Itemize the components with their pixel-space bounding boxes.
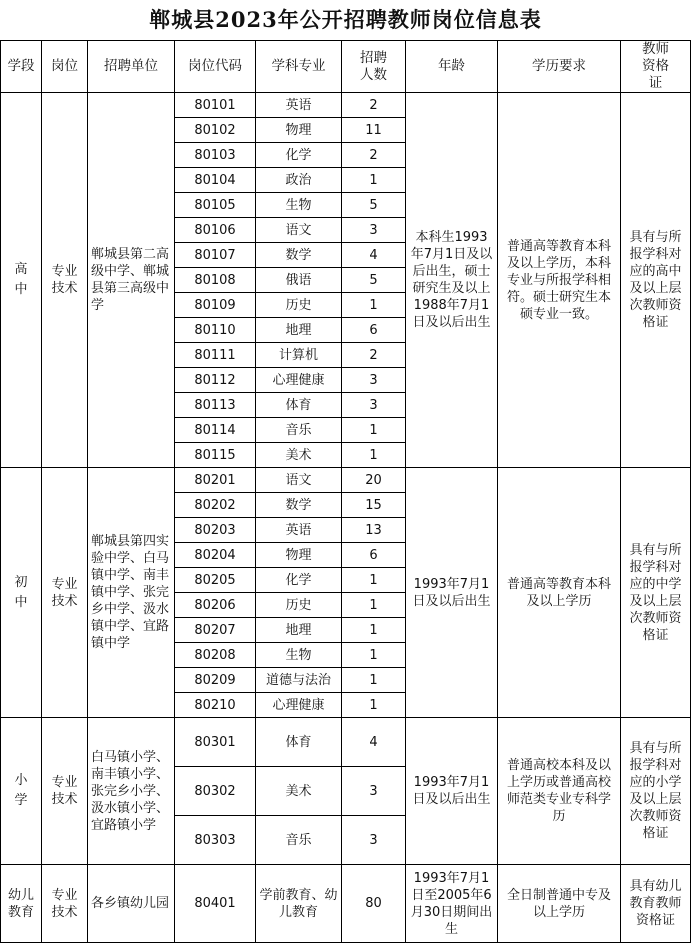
certificate-cell: 具有与所报学科对应的高中及以上层次教师资格证	[621, 93, 691, 468]
stage-cell: 初中	[1, 468, 42, 718]
subject-cell: 政治	[256, 168, 342, 193]
subject-cell: 学前教育、幼儿教育	[256, 865, 342, 943]
subject-cell: 体育	[256, 393, 342, 418]
count-cell: 3	[342, 767, 406, 816]
age-cell: 本科生1993年7月1日及以后出生，硕士研究生及以上1988年7月1日及以后出生	[406, 93, 498, 468]
subject-cell: 地理	[256, 618, 342, 643]
count-cell: 3	[342, 368, 406, 393]
subject-cell: 英语	[256, 93, 342, 118]
subject-cell: 计算机	[256, 343, 342, 368]
code-cell: 80109	[175, 293, 256, 318]
table-row	[1, 865, 691, 943]
header-education: 学历要求	[498, 41, 621, 93]
code-cell: 80112	[175, 368, 256, 393]
certificate-cell: 具有与所报学科对应的中学及以上层次教师资格证	[621, 468, 691, 718]
code-cell: 80114	[175, 418, 256, 443]
count-cell: 2	[342, 343, 406, 368]
count-cell: 1	[342, 618, 406, 643]
subject-cell: 生物	[256, 193, 342, 218]
count-cell: 80	[342, 865, 406, 943]
count-cell: 15	[342, 493, 406, 518]
code-cell: 80401	[175, 865, 256, 943]
education-cell: 全日制普通中专及以上学历	[498, 865, 621, 943]
subject-cell: 道德与法治	[256, 668, 342, 693]
age-cell: 1993年7月1日及以后出生	[406, 468, 498, 718]
education-cell: 普通高等教育本科及以上学历	[498, 468, 621, 718]
header-row	[1, 41, 691, 93]
code-cell: 80205	[175, 568, 256, 593]
count-cell: 6	[342, 318, 406, 343]
code-cell: 80303	[175, 816, 256, 865]
header-age: 年龄	[406, 41, 498, 93]
subject-cell: 俄语	[256, 268, 342, 293]
count-cell: 6	[342, 543, 406, 568]
count-cell: 3	[342, 218, 406, 243]
stage-cell: 幼儿教育	[1, 865, 42, 943]
header-count: 招聘人数	[342, 41, 406, 93]
header-certificate: 教师资格证	[621, 41, 691, 93]
stage-cell: 小学	[1, 718, 42, 865]
count-cell: 5	[342, 193, 406, 218]
code-cell: 80206	[175, 593, 256, 618]
count-cell: 5	[342, 268, 406, 293]
count-cell: 1	[342, 568, 406, 593]
header-subject: 学科专业	[256, 41, 342, 93]
certificate-cell: 具有与所报学科对应的小学及以上层次教师资格证	[621, 718, 691, 865]
code-cell: 80103	[175, 143, 256, 168]
certificate-cell: 具有幼儿教育教师资格证	[621, 865, 691, 943]
age-cell: 1993年7月1日及以后出生	[406, 718, 498, 865]
count-cell: 3	[342, 393, 406, 418]
code-cell: 80210	[175, 693, 256, 718]
code-cell: 80207	[175, 618, 256, 643]
subject-cell: 化学	[256, 568, 342, 593]
page-title: 郸城县2023年公开招聘教师岗位信息表	[149, 7, 542, 32]
unit-cell: 郸城县第四实验中学、白马镇中学、南丰镇中学、张完乡中学、汲水镇中学、宜路镇中学	[88, 468, 175, 718]
post-cell: 专业技术	[42, 468, 88, 718]
table-row	[1, 93, 691, 118]
subject-cell: 美术	[256, 443, 342, 468]
subject-cell: 物理	[256, 543, 342, 568]
subject-cell: 历史	[256, 593, 342, 618]
unit-cell: 白马镇小学、南丰镇小学、张完乡小学、汲水镇小学、宜路镇小学	[88, 718, 175, 865]
code-cell: 80111	[175, 343, 256, 368]
code-cell: 80104	[175, 168, 256, 193]
education-cell: 普通高校本科及以上学历或普通高校师范类专业专科学历	[498, 718, 621, 865]
code-cell: 80302	[175, 767, 256, 816]
header-post: 岗位	[42, 41, 88, 93]
count-cell: 11	[342, 118, 406, 143]
subject-cell: 地理	[256, 318, 342, 343]
count-cell: 4	[342, 243, 406, 268]
count-cell: 2	[342, 143, 406, 168]
education-cell: 普通高等教育本科及以上学历，本科专业与所报学科相符。硕士研究生本硕专业一致。	[498, 93, 621, 468]
post-cell: 专业技术	[42, 865, 88, 943]
count-cell: 1	[342, 593, 406, 618]
unit-cell: 各乡镇幼儿园	[88, 865, 175, 943]
count-cell: 4	[342, 718, 406, 767]
code-cell: 80105	[175, 193, 256, 218]
subject-cell: 心理健康	[256, 693, 342, 718]
code-cell: 80113	[175, 393, 256, 418]
code-cell: 80102	[175, 118, 256, 143]
count-cell: 1	[342, 668, 406, 693]
count-cell: 1	[342, 443, 406, 468]
subject-cell: 体育	[256, 718, 342, 767]
age-cell: 1993年7月1日至2005年6月30日期间出生	[406, 865, 498, 943]
subject-cell: 语文	[256, 468, 342, 493]
stage-cell: 高中	[1, 93, 42, 468]
table-row	[1, 468, 691, 493]
code-cell: 80101	[175, 93, 256, 118]
header-code: 岗位代码	[175, 41, 256, 93]
code-cell: 80107	[175, 243, 256, 268]
subject-cell: 数学	[256, 493, 342, 518]
subject-cell: 化学	[256, 143, 342, 168]
post-cell: 专业技术	[42, 93, 88, 468]
code-cell: 80301	[175, 718, 256, 767]
code-cell: 80208	[175, 643, 256, 668]
code-cell: 80115	[175, 443, 256, 468]
code-cell: 80201	[175, 468, 256, 493]
code-cell: 80110	[175, 318, 256, 343]
count-cell: 1	[342, 693, 406, 718]
count-cell: 1	[342, 643, 406, 668]
table-body	[1, 93, 691, 943]
count-cell: 1	[342, 293, 406, 318]
subject-cell: 音乐	[256, 418, 342, 443]
count-cell: 1	[342, 168, 406, 193]
recruitment-table	[0, 40, 691, 943]
count-cell: 20	[342, 468, 406, 493]
table-row	[1, 718, 691, 767]
subject-cell: 音乐	[256, 816, 342, 865]
post-cell: 专业技术	[42, 718, 88, 865]
subject-cell: 历史	[256, 293, 342, 318]
code-cell: 80202	[175, 493, 256, 518]
code-cell: 80209	[175, 668, 256, 693]
unit-cell: 郸城县第二高级中学、郸城县第三高级中学	[88, 93, 175, 468]
subject-cell: 英语	[256, 518, 342, 543]
header-unit: 招聘单位	[88, 41, 175, 93]
count-cell: 13	[342, 518, 406, 543]
code-cell: 80204	[175, 543, 256, 568]
subject-cell: 心理健康	[256, 368, 342, 393]
code-cell: 80108	[175, 268, 256, 293]
subject-cell: 物理	[256, 118, 342, 143]
count-cell: 3	[342, 816, 406, 865]
code-cell: 80106	[175, 218, 256, 243]
subject-cell: 生物	[256, 643, 342, 668]
subject-cell: 语文	[256, 218, 342, 243]
code-cell: 80203	[175, 518, 256, 543]
subject-cell: 数学	[256, 243, 342, 268]
subject-cell: 美术	[256, 767, 342, 816]
count-cell: 2	[342, 93, 406, 118]
count-cell: 1	[342, 418, 406, 443]
header-stage: 学段	[1, 41, 42, 93]
